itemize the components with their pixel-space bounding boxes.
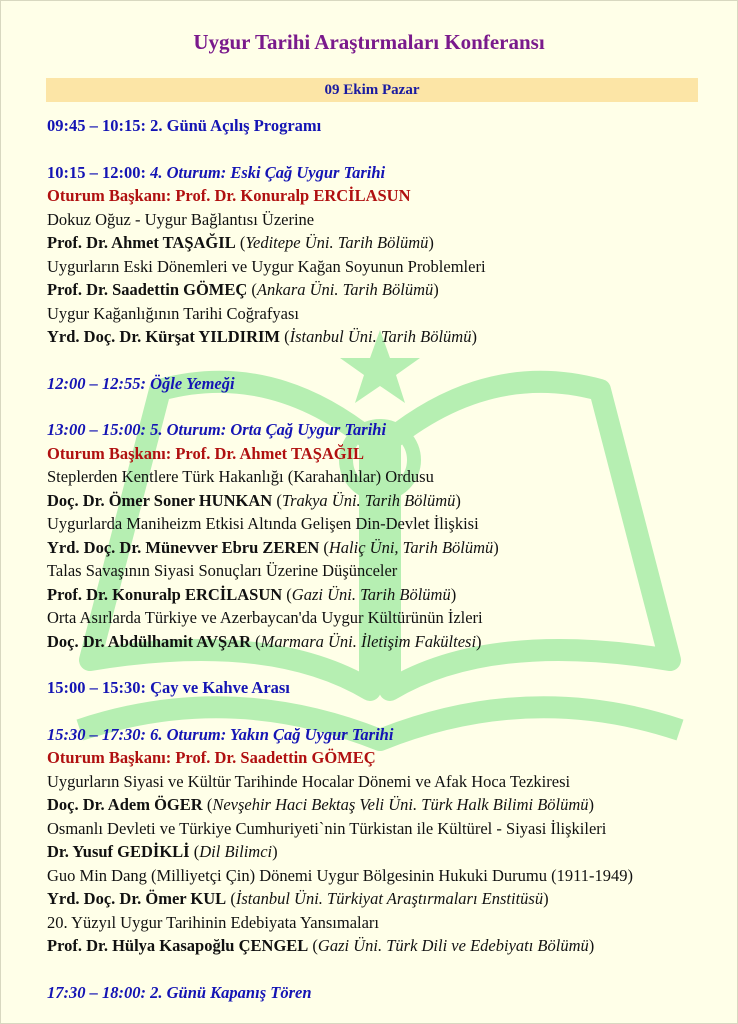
talk-topic: Uygurların Siyasi ve Kültür Tarihinde Hocalar Dönemi ve Afak Hoca Tezkiresi [47, 771, 571, 791]
session5-time: 13:00 – 15:00: [47, 420, 146, 439]
talk-speaker-row: Prof. Dr. Konuralp ERCİLASUN (Gazi Üni. Tarih Bölümü) [47, 584, 457, 604]
talk-speaker: Doç. Dr. Ömer Soner HUNKAN [47, 490, 273, 510]
session4-title: 4. Oturum: Eski Çağ Uygur Tarihi [150, 162, 386, 182]
talk-speaker: Yrd. Doç. Dr. Münevver Ebru ZEREN [47, 537, 320, 557]
page-title: Uygur Tarihi Araştırmaları Konferansı [193, 30, 545, 54]
talk-affiliation: Nevşehir Haci Bektaş Veli Üni. Türk Halk Bilimi Bölümü [212, 795, 589, 814]
opening-line: 09:45 – 10:15: 2. Günü Açılış Programı [47, 116, 322, 135]
talk-topic: Uygurların Eski Dönemleri ve Uygur Kağan Soyunun Problemleri [47, 256, 486, 276]
session4-chair: Oturum Başkanı: Prof. Dr. Konuralp ERCİLASUN [47, 186, 411, 205]
closing-line [47, 981, 727, 1005]
talk-affiliation: Marmara Üni. İletişim Fakültesi [260, 631, 477, 651]
talk-affiliation: Haliç Üni, Tarih Bölümü [328, 537, 494, 557]
talk-speaker: Dr. Yusuf GEDİKLİ [47, 842, 190, 861]
talk-speaker-row: Prof. Dr. Ahmet TAŞAĞIL (Yeditepe Üni. Tarih Bölümü) [47, 233, 434, 252]
talk-affiliation: Ankara Üni. Tarih Bölümü [256, 280, 434, 299]
talk-affiliation: Trakya Üni. Tarih Bölümü [281, 490, 456, 510]
talk-affiliation: Gazi Üni. Tarih Bölümü [291, 584, 451, 604]
session6-time: 15:30 – 17:30: [47, 724, 146, 744]
talk-speaker-row: Doç. Dr. Adem ÖGER (Nevşehir Haci Bektaş Veli Üni. Türk Halk Bilimi Bölümü) [47, 795, 595, 814]
talk-speaker: Prof. Dr. Saadettin GÖMEÇ [47, 280, 248, 299]
talk-speaker: Doç. Dr. Adem ÖGER [47, 795, 203, 814]
talk-speaker: Doç. Dr. Abdülhamit AVŞAR [47, 631, 252, 651]
closing-text: 17:30 – 18:00: 2. Günü Kapanış Tören [47, 982, 312, 1002]
talk-speaker-row: Prof. Dr. Saadettin GÖMEÇ (Ankara Üni. Tarih Bölümü) [47, 280, 439, 299]
day-band: 09 Ekim Pazar [46, 78, 698, 102]
talk-affiliation: Dil Bilimci [199, 842, 273, 861]
session6-header [47, 723, 727, 747]
session4-header [47, 161, 727, 185]
session5-header [47, 418, 727, 442]
talk-topic: Talas Savaşının Siyasi Sonuçları Üzerine Düşünceler [47, 561, 398, 580]
talk-speaker-row: Yrd. Doç. Dr. Münevver Ebru ZEREN (Haliç Üni, Tarih Bölümü) [47, 537, 499, 557]
program-content [47, 114, 727, 1004]
lunch-line [47, 372, 727, 396]
talk-speaker: Prof. Dr. Hülya Kasapoğlu ÇENGEL [47, 936, 309, 955]
talk-topic: Uygurlarda Maniheizm Etkisi Altında Gelişen Din-Devlet İlişkisi [47, 514, 479, 533]
talk-speaker-row: Doç. Dr. Ömer Soner HUNKAN (Trakya Üni. Tarih Bölümü) [47, 490, 461, 510]
talk-speaker-row: Prof. Dr. Hülya Kasapoğlu ÇENGEL (Gazi Üni. Türk Dili ve Edebiyatı Bölümü) [47, 936, 595, 955]
talk-speaker-row: Yrd. Doç. Dr. Kürşat YILDIRIM (İstanbul Üni. Tarih Bölümü) [47, 327, 477, 346]
talk-topic: Osmanlı Devleti ve Türkiye Cumhuriyeti`nin Türkistan ile Kültürel - Siyasi İlişkileri [47, 818, 607, 838]
coffee-line: 15:00 – 15:30: Çay ve Kahve Arası [47, 678, 290, 697]
session5-chair: Oturum Başkanı: Prof. Dr. Ahmet TAŞAĞIL [47, 443, 365, 463]
talk-speaker-row: Yrd. Doç. Dr. Ömer KUL (İstanbul Üni. Türkiyat Araştırmaları Enstitüsü) [47, 889, 549, 908]
talk-topic: Uygur Kağanlığının Tarihi Coğrafyası [47, 303, 299, 323]
talk-speaker-row: Doç. Dr. Abdülhamit AVŞAR (Marmara Üni. İletişim Fakültesi) [47, 631, 482, 651]
talk-speaker: Prof. Dr. Konuralp ERCİLASUN [47, 584, 283, 604]
talk-topic: Guo Min Dang (Milliyetçi Çin) Dönemi Uygur Bölgesinin Hukuki Durumu (1911-1949) [47, 865, 633, 885]
session4-time: 10:15 – 12:00: [47, 162, 146, 182]
talk-speaker-row: Dr. Yusuf GEDİKLİ (Dil Bilimci) [47, 842, 278, 861]
talk-speaker: Yrd. Doç. Dr. Kürşat YILDIRIM [47, 327, 280, 346]
talk-topic: 20. Yüzyıl Uygur Tarihinin Edebiyata Yansımaları [47, 912, 379, 932]
talk-speaker: Prof. Dr. Ahmet TAŞAĞIL [47, 233, 236, 252]
talk-topic: Steplerden Kentlere Türk Hakanlığı (Karahanlılar) Ordusu [47, 467, 434, 486]
talk-affiliation: Yeditepe Üni. Tarih Bölümü [245, 233, 429, 252]
talk-affiliation: Gazi Üni. Türk Dili ve Edebiyatı Bölümü [317, 936, 589, 955]
talk-topic: Dokuz Oğuz - Uygur Bağlantısı Üzerine [47, 209, 315, 229]
talk-affiliation: İstanbul Üni. Türkiyat Araştırmaları Enstitüsü [235, 889, 544, 908]
session5-title: 5. Oturum: Orta Çağ Uygur Tarihi [150, 420, 387, 439]
talk-topic: Orta Asırlarda Türkiye ve Azerbaycan'da Uygur Kültürünün İzleri [47, 608, 483, 627]
session6-chair: Oturum Başkanı: Prof. Dr. Saadettin GÖMEÇ [47, 748, 376, 767]
session6-title: 6. Oturum: Yakın Çağ Uygur Tarihi [150, 724, 394, 744]
talk-speaker: Yrd. Doç. Dr. Ömer KUL [47, 889, 227, 908]
lunch-text: 12:00 – 12:55: Öğle Yemeği [47, 373, 235, 393]
talk-affiliation: İstanbul Üni. Tarih Bölümü [289, 327, 472, 346]
